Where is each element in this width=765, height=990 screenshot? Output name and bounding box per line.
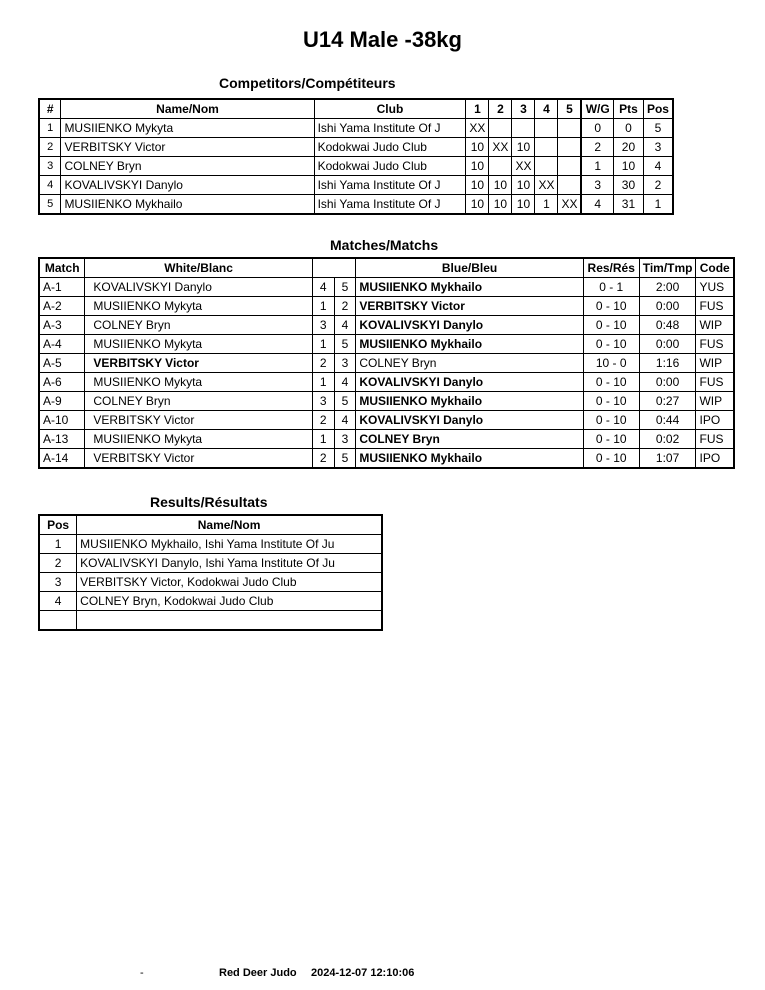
competitor-score-r4 [535,119,558,138]
match-blue-num: 3 [334,354,356,373]
match-blue-player: MUSIIENKO Mykhailo [356,335,583,354]
result-name: COLNEY Bryn, Kodokwai Judo Club [77,592,382,611]
match-result: 0 - 10 [583,297,639,316]
competitor-score-r2 [489,119,512,138]
match-time: 1:16 [639,354,696,373]
competitor-num: 5 [39,195,61,215]
competitor-score-r4 [535,157,558,176]
match-white-player: MUSIIENKO Mykyta [85,335,312,354]
match-id: A-13 [39,430,85,449]
col-club: Club [314,99,466,119]
match-white-num: 2 [312,411,334,430]
match-row [39,278,734,297]
match-id: A-1 [39,278,85,297]
match-id: A-4 [39,335,85,354]
result-pos: 3 [39,573,77,592]
competitor-score-r3: 10 [512,138,535,157]
match-result: 0 - 10 [583,411,639,430]
results-header-row [39,515,382,535]
competitor-score-r5 [558,119,582,138]
competitor-wg: 3 [581,176,613,195]
match-blue-num: 3 [334,430,356,449]
competitor-score-r3 [512,119,535,138]
competitor-pts: 20 [613,138,643,157]
page-title: U14 Male -38kg [303,27,462,52]
competitor-pts: 31 [613,195,643,215]
competitor-score-r5: XX [558,195,582,215]
match-result: 0 - 10 [583,449,639,469]
competitors-header-row [39,99,673,119]
competitor-score-r5 [558,157,582,176]
footer-timestamp: 2024-12-07 12:10:06 [311,967,415,979]
col-result-pos: Pos [39,515,77,535]
match-time: 0:27 [639,392,696,411]
match-white-player: MUSIIENKO Mykyta [85,430,312,449]
match-blue-player: MUSIIENKO Mykhailo [356,392,583,411]
match-result: 0 - 10 [583,430,639,449]
match-code: WIP [696,354,734,373]
competitor-score-r1: XX [466,119,489,138]
match-blue-player: MUSIIENKO Mykhailo [356,449,583,469]
competitor-score-r2 [489,157,512,176]
match-time: 0:02 [639,430,696,449]
match-result: 0 - 10 [583,392,639,411]
match-id: A-10 [39,411,85,430]
result-pos: 2 [39,554,77,573]
match-time: 0:00 [639,373,696,392]
competitor-num: 3 [39,157,61,176]
competitor-score-r3: 10 [512,176,535,195]
match-blue-num: 4 [334,316,356,335]
col-blue: Blue/Bleu [356,258,583,278]
match-row [39,430,734,449]
match-white-player: KOVALIVSKYI Danylo [85,278,312,297]
competitor-score-r1: 10 [466,157,489,176]
competitor-club: Kodokwai Judo Club [314,157,466,176]
col-code: Code [696,258,734,278]
match-white-player: MUSIIENKO Mykyta [85,373,312,392]
result-name [77,611,382,631]
match-result: 0 - 10 [583,373,639,392]
match-blue-player: VERBITSKY Victor [356,297,583,316]
match-time: 1:07 [639,449,696,469]
match-id: A-9 [39,392,85,411]
col-res: Res/Rés [583,258,639,278]
competitor-num: 4 [39,176,61,195]
competitor-score-r2: 10 [489,176,512,195]
col-r3: 3 [512,99,535,119]
result-name: MUSIIENKO Mykhailo, Ishi Yama Institute Of Ju [77,535,382,554]
competitor-wg: 2 [581,138,613,157]
match-blue-num: 5 [334,335,356,354]
col-r1: 1 [466,99,489,119]
competitor-score-r4: XX [535,176,558,195]
competitor-pos: 4 [643,157,673,176]
match-white-player: MUSIIENKO Mykyta [85,297,312,316]
match-id: A-6 [39,373,85,392]
col-r4: 4 [535,99,558,119]
result-row [39,592,382,611]
competitors-table [38,98,674,215]
match-row [39,354,734,373]
match-blue-player: COLNEY Bryn [356,354,583,373]
match-white-player: VERBITSKY Victor [85,411,312,430]
match-row [39,449,734,469]
competitor-score-r4 [535,138,558,157]
match-time: 0:00 [639,297,696,316]
match-white-num: 3 [312,316,334,335]
match-white-player: VERBITSKY Victor [85,354,312,373]
competitor-score-r1: 10 [466,176,489,195]
competitor-pts: 10 [613,157,643,176]
competitor-score-r5 [558,138,582,157]
match-code: FUS [696,430,734,449]
competitor-row [39,157,673,176]
match-result: 10 - 0 [583,354,639,373]
competitor-row [39,176,673,195]
col-nums [312,258,356,278]
match-row [39,411,734,430]
competitor-pos: 2 [643,176,673,195]
match-white-num: 3 [312,392,334,411]
col-match: Match [39,258,85,278]
competitor-score-r2: XX [489,138,512,157]
result-row [39,573,382,592]
result-name: VERBITSKY Victor, Kodokwai Judo Club [77,573,382,592]
col-name: Name/Nom [61,99,314,119]
col-result-name: Name/Nom [77,515,382,535]
competitor-row [39,195,673,215]
match-result: 0 - 10 [583,316,639,335]
competitor-score-r3: 10 [512,195,535,215]
competitor-score-r5 [558,176,582,195]
match-white-num: 4 [312,278,334,297]
competitor-name: COLNEY Bryn [61,157,314,176]
match-time: 2:00 [639,278,696,297]
competitor-score-r1: 10 [466,138,489,157]
match-code: WIP [696,392,734,411]
competitor-num: 1 [39,119,61,138]
footer-org: Red Deer Judo [219,967,297,979]
match-code: IPO [696,449,734,469]
competitor-pts: 30 [613,176,643,195]
match-white-num: 2 [312,449,334,469]
match-row [39,335,734,354]
match-blue-player: MUSIIENKO Mykhailo [356,278,583,297]
competitor-club: Ishi Yama Institute Of J [314,176,466,195]
match-white-player: COLNEY Bryn [85,392,312,411]
match-white-num: 1 [312,297,334,316]
col-wg: W/G [581,99,613,119]
col-time: Tim/Tmp [639,258,696,278]
competitor-pos: 5 [643,119,673,138]
competitor-name: VERBITSKY Victor [61,138,314,157]
competitor-num: 2 [39,138,61,157]
col-pts: Pts [613,99,643,119]
match-blue-player: KOVALIVSKYI Danylo [356,411,583,430]
match-row [39,392,734,411]
match-blue-player: COLNEY Bryn [356,430,583,449]
match-blue-num: 5 [334,392,356,411]
match-row [39,373,734,392]
matches-header-row [39,258,734,278]
competitor-wg: 0 [581,119,613,138]
match-id: A-14 [39,449,85,469]
col-pos: Pos [643,99,673,119]
competitor-pos: 3 [643,138,673,157]
match-white-player: COLNEY Bryn [85,316,312,335]
match-result: 0 - 1 [583,278,639,297]
result-pos: 1 [39,535,77,554]
match-time: 0:48 [639,316,696,335]
result-row [39,611,382,631]
competitor-score-r3: XX [512,157,535,176]
match-blue-num: 2 [334,297,356,316]
competitor-pts: 0 [613,119,643,138]
results-heading: Results/Résultats [150,494,268,510]
result-pos [39,611,77,631]
match-code: IPO [696,411,734,430]
match-white-num: 2 [312,354,334,373]
match-row [39,316,734,335]
match-white-num: 1 [312,373,334,392]
match-id: A-2 [39,297,85,316]
match-white-num: 1 [312,335,334,354]
matches-table [38,257,735,469]
col-white: White/Blanc [85,258,312,278]
matches-heading: Matches/Matchs [330,237,439,253]
match-row [39,297,734,316]
competitor-name: MUSIIENKO Mykhailo [61,195,314,215]
match-time: 0:00 [639,335,696,354]
competitor-score-r4: 1 [535,195,558,215]
match-white-num: 1 [312,430,334,449]
match-blue-num: 5 [334,449,356,469]
result-row [39,535,382,554]
result-name: KOVALIVSKYI Danylo, Ishi Yama Institute Of Ju [77,554,382,573]
match-blue-player: KOVALIVSKYI Danylo [356,373,583,392]
match-code: FUS [696,373,734,392]
match-blue-num: 4 [334,411,356,430]
competitor-wg: 1 [581,157,613,176]
competitor-row [39,138,673,157]
competitor-club: Ishi Yama Institute Of J [314,119,466,138]
competitor-club: Ishi Yama Institute Of J [314,195,466,215]
competitor-name: KOVALIVSKYI Danylo [61,176,314,195]
competitor-pos: 1 [643,195,673,215]
competitor-wg: 4 [581,195,613,215]
competitor-score-r2: 10 [489,195,512,215]
match-id: A-5 [39,354,85,373]
match-code: FUS [696,335,734,354]
match-code: FUS [696,297,734,316]
result-row [39,554,382,573]
match-time: 0:44 [639,411,696,430]
col-num: # [39,99,61,119]
col-r2: 2 [489,99,512,119]
match-result: 0 - 10 [583,335,639,354]
match-id: A-3 [39,316,85,335]
result-pos: 4 [39,592,77,611]
col-r5: 5 [558,99,582,119]
competitor-name: MUSIIENKO Mykyta [61,119,314,138]
competitors-heading: Competitors/Compétiteurs [219,75,396,91]
match-blue-num: 5 [334,278,356,297]
competitor-row [39,119,673,138]
match-code: WIP [696,316,734,335]
competitor-club: Kodokwai Judo Club [314,138,466,157]
match-white-player: VERBITSKY Victor [85,449,312,469]
match-code: YUS [696,278,734,297]
footer-dash: - [140,967,144,979]
results-table [38,514,383,631]
competitor-score-r1: 10 [466,195,489,215]
match-blue-num: 4 [334,373,356,392]
match-blue-player: KOVALIVSKYI Danylo [356,316,583,335]
